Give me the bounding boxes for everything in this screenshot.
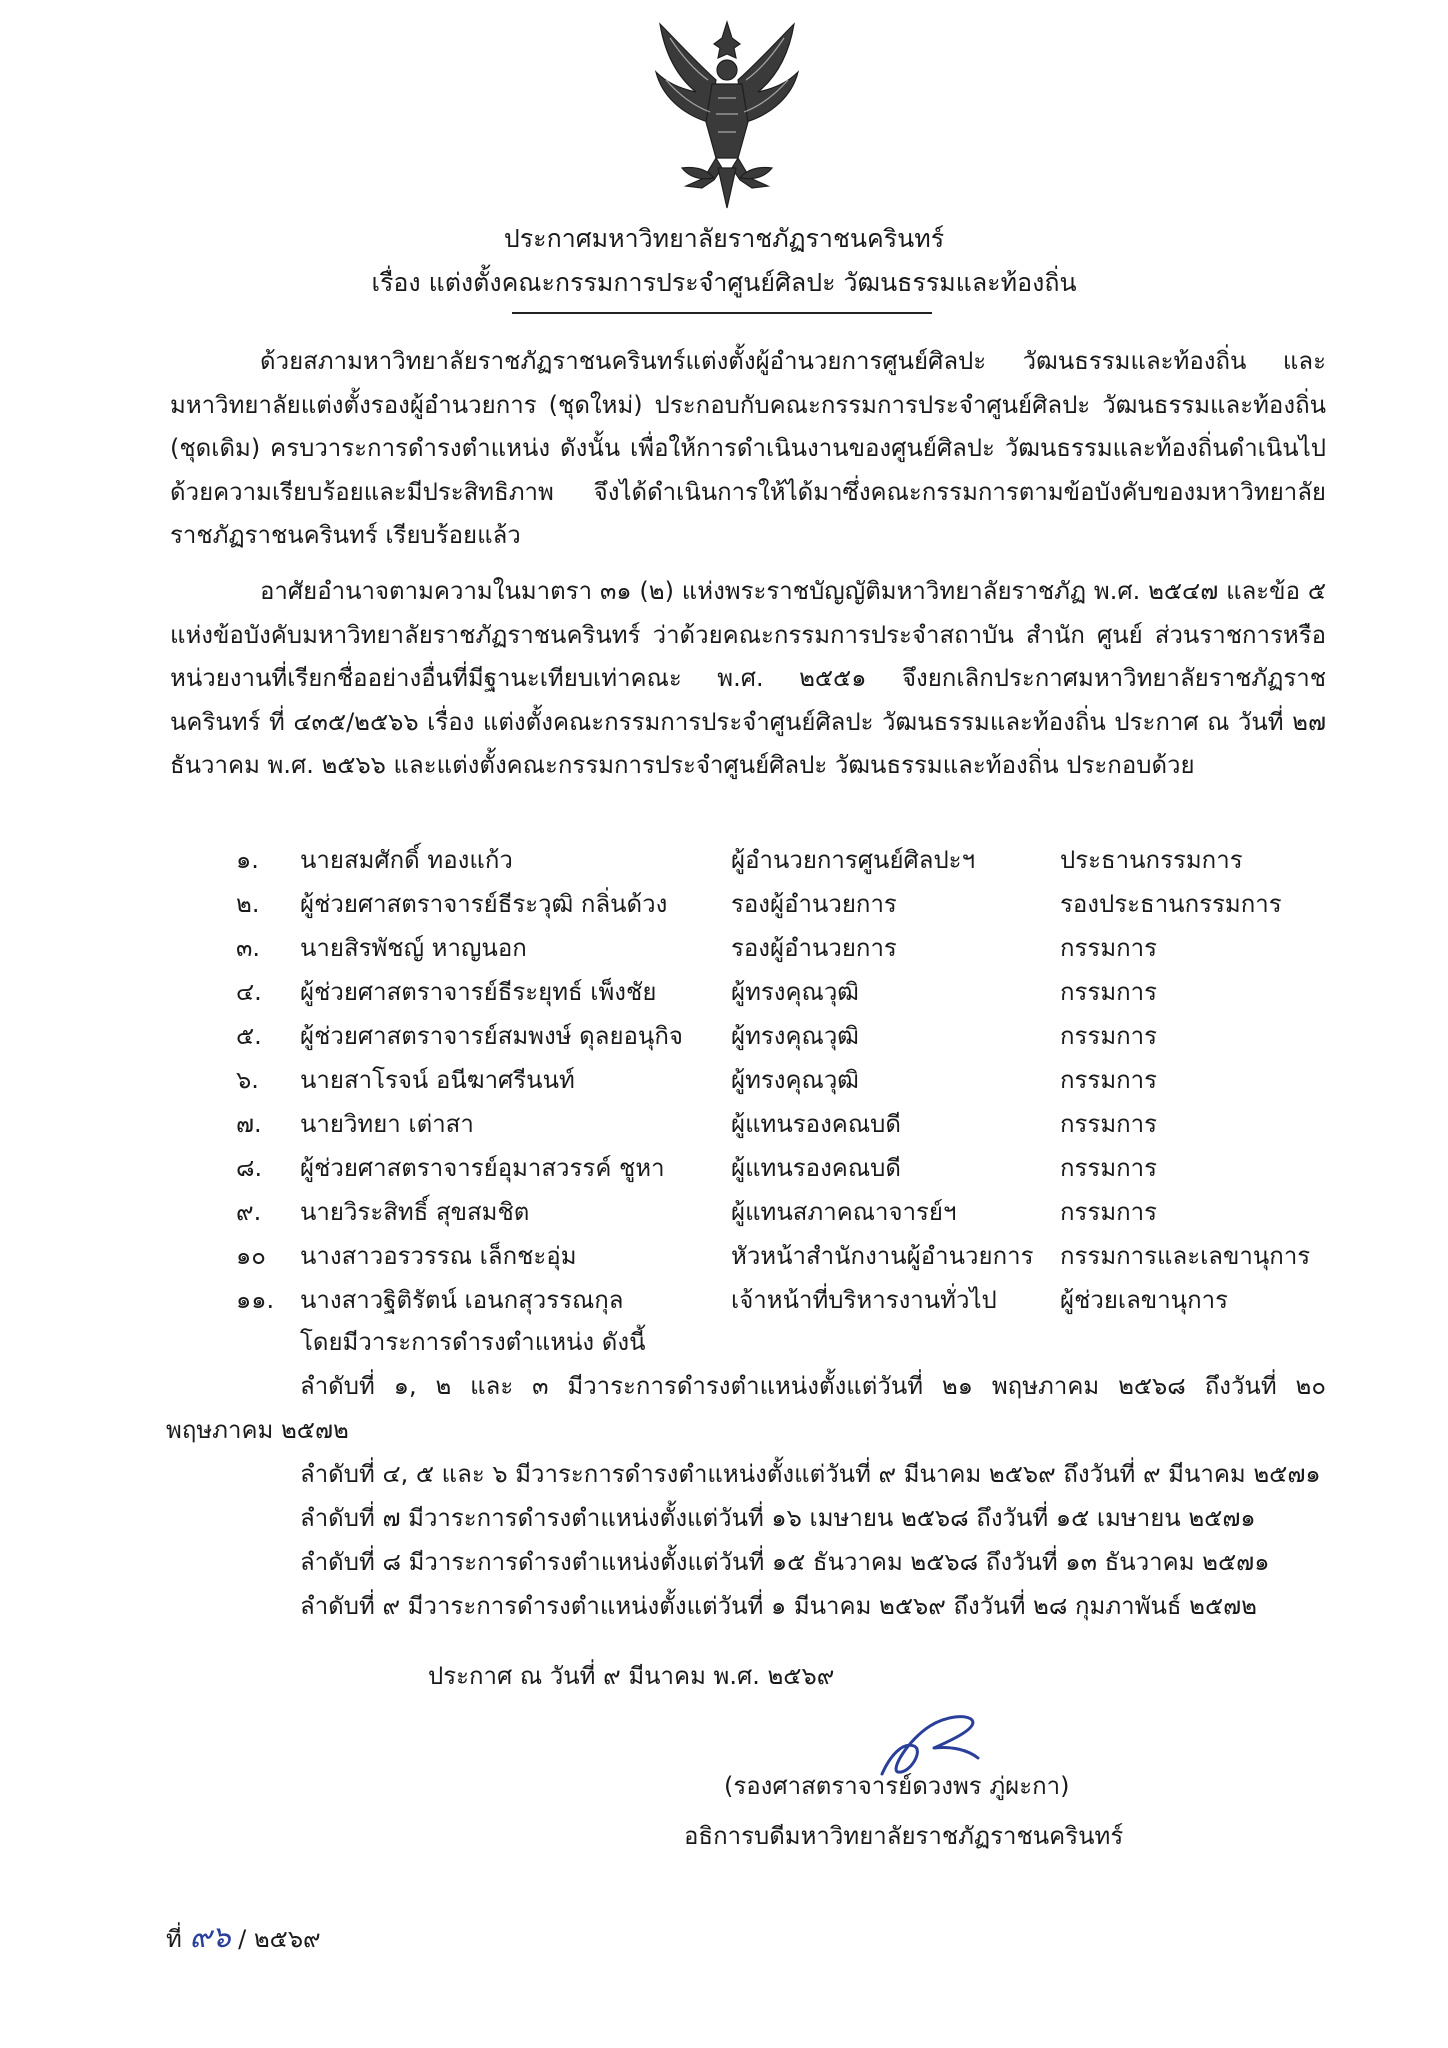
member-position: ผู้แทนรองคณบดี	[731, 1110, 901, 1138]
member-role: กรรมการ	[1060, 1154, 1158, 1182]
member-name: ผู้ช่วยศาสตราจารย์อุมาสวรรค์ ชูหา	[300, 1154, 665, 1182]
member-number: ๑.	[236, 846, 259, 874]
member-role: กรรมการ	[1060, 1198, 1158, 1226]
garuda-emblem	[652, 18, 802, 214]
paragraph-1	[170, 340, 1326, 558]
member-number: ๔.	[236, 978, 262, 1006]
member-position: ผู้ทรงคุณวุฒิ	[731, 1022, 859, 1050]
member-position: ผู้แทนสภาคณาจารย์ฯ	[731, 1198, 957, 1226]
member-name: นายสิรพัชญ์ หาญนอก	[300, 934, 527, 962]
list-item	[0, 926, 1448, 970]
member-position: ผู้ทรงคุณวุฒิ	[731, 1066, 859, 1094]
member-name: นายสาโรจน์ อนีฆาศรีนนท์	[300, 1066, 575, 1094]
member-position: ผู้ทรงคุณวุฒิ	[731, 978, 859, 1006]
member-number: ๑๑.	[236, 1286, 275, 1314]
member-number: ๘.	[236, 1154, 263, 1182]
member-name: ผู้ช่วยศาสตราจารย์ธีระวุฒิ กลิ่นด้วง	[300, 890, 668, 918]
announcement-subject: เรื่อง แต่งตั้งคณะกรรมการประจำศูนย์ศิลปะ วัฒนธรรมและท้องถิ่น	[371, 268, 1077, 297]
document-number	[166, 1916, 321, 1961]
list-item	[0, 838, 1448, 882]
term-line-1: ลำดับที่ ๑, ๒ และ ๓ มีวาระการดำรงตำแหน่งตั้งแต่วันที่ ๒๑ พฤษภาคม ๒๕๖๘ ถึงวันที่ ๒๐	[300, 1372, 1326, 1400]
document-number-handwritten: ๙๖	[189, 1920, 231, 1955]
signer-position: อธิการบดีมหาวิทยาลัยราชภัฏราชนครินทร์	[684, 1822, 1124, 1850]
document-number-prefix: ที่	[166, 1925, 182, 1953]
member-number: ๓.	[236, 934, 261, 962]
member-name: นายวิทยา เต่าสา	[300, 1110, 474, 1138]
term-line-2: ลำดับที่ ๔, ๕ และ ๖ มีวาระการดำรงตำแหน่งตั้งแต่วันที่ ๙ มีนาคม ๒๕๖๙ ถึงวันที่ ๙ มีนาคม ๒๕๗๑	[300, 1460, 1321, 1488]
member-position: รองผู้อำนวยการ	[731, 934, 897, 962]
term-line-3: ลำดับที่ ๗ มีวาระการดำรงตำแหน่งตั้งแต่วันที่ ๑๖ เมษายน ๒๕๖๘ ถึงวันที่ ๑๕ เมษายน ๒๕๗๑	[300, 1504, 1256, 1532]
list-item	[0, 1190, 1448, 1234]
member-role: กรรมการและเลขานุการ	[1060, 1242, 1311, 1270]
member-name: นางสาวอรวรรณ เล็กชะอุ่ม	[300, 1242, 577, 1270]
list-item	[0, 1058, 1448, 1102]
member-position: หัวหน้าสำนักงานผู้อำนวยการ	[731, 1242, 1034, 1270]
list-item	[0, 882, 1448, 926]
document-number-year: / ๒๕๖๙	[238, 1925, 321, 1953]
member-number: ๕.	[236, 1022, 262, 1050]
member-number: ๖.	[236, 1066, 259, 1094]
list-item	[0, 1014, 1448, 1058]
member-name: นายวิระสิทธิ์ สุขสมชิต	[300, 1198, 530, 1226]
member-role: กรรมการ	[1060, 978, 1158, 1006]
member-role: รองประธานกรรมการ	[1060, 890, 1282, 918]
announcement-date: ประกาศ ณ วันที่ ๙ มีนาคม พ.ศ. ๒๕๖๙	[428, 1662, 835, 1690]
member-position: ผู้แทนรองคณบดี	[731, 1154, 901, 1182]
member-role: ผู้ช่วยเลขานุการ	[1060, 1286, 1228, 1314]
list-item	[0, 1146, 1448, 1190]
member-position: ผู้อำนวยการศูนย์ศิลปะฯ	[731, 846, 976, 874]
member-number: ๑๐	[236, 1242, 266, 1270]
announcement-title: ประกาศมหาวิทยาลัยราชภัฏราชนครินทร์	[503, 224, 945, 253]
term-line-1-continued: พฤษภาคม ๒๕๗๒	[166, 1416, 349, 1444]
member-number: ๙.	[236, 1198, 262, 1226]
member-name: ผู้ช่วยศาสตราจารย์ธีระยุทธ์ เพ็งชัย	[300, 978, 657, 1006]
paragraph-2	[170, 570, 1326, 788]
member-name: ผู้ช่วยศาสตราจารย์สมพงษ์ ดุลยอนุกิจ	[300, 1022, 683, 1050]
member-position: เจ้าหน้าที่บริหารงานทั่วไป	[731, 1286, 997, 1314]
list-item	[0, 970, 1448, 1014]
list-item	[0, 1278, 1448, 1322]
term-line-4: ลำดับที่ ๘ มีวาระการดำรงตำแหน่งตั้งแต่วันที่ ๑๕ ธันวาคม ๒๕๖๘ ถึงวันที่ ๑๓ ธันวาคม ๒๕๗๑	[300, 1548, 1270, 1576]
member-role: ประธานกรรมการ	[1060, 846, 1243, 874]
term-line-5: ลำดับที่ ๙ มีวาระการดำรงตำแหน่งตั้งแต่วันที่ ๑ มีนาคม ๒๕๖๙ ถึงวันที่ ๒๘ กุมภาพันธ์ ๒๕๗๒	[300, 1592, 1257, 1620]
member-number: ๗.	[236, 1110, 262, 1138]
member-role: กรรมการ	[1060, 1066, 1158, 1094]
title-underline	[512, 312, 932, 314]
member-role: กรรมการ	[1060, 1110, 1158, 1138]
signer-name: (รองศาสตราจารย์ดวงพร ภู่ผะกา)	[724, 1772, 1070, 1800]
member-position: รองผู้อำนวยการ	[731, 890, 897, 918]
member-role: กรรมการ	[1060, 934, 1158, 962]
list-item	[0, 1102, 1448, 1146]
paragraph-2-text: อาศัยอำนาจตามความในมาตรา ๓๑ (๒) แห่งพระราชบัญญัติมหาวิทยาลัยราชภัฏ พ.ศ. ๒๕๔๗ และข้อ ๕ แห่งข้อบังคับมหาวิทยาลัยราชภัฏราชนครินทร์ ว่าด้วยคณะกรรมการประจำสถาบัน สำนัก ศูนย์ ส่วนราชการหรือหน่วยงานที่เรียกชื่ออย่างอื่นที่มีฐานะเทียบเท่าคณะ พ.ศ. ๒๕๕๑ จึงยกเลิกประกาศมหาวิทยาลัยราชภัฏราชนครินทร์ ที่ ๔๓๕/๒๕๖๖ เรื่อง แต่งตั้งคณะกรรมการประจำศูนย์ศิลปะ วัฒนธรรมและท้องถิ่น ประกาศ ณ วันที่ ๒๗ ธันวาคม พ.ศ. ๒๕๖๖ และแต่งตั้งคณะกรรมการประจำศูนย์ศิลปะ วัฒนธรรมและท้องถิ่น ประกอบด้วย	[170, 577, 1326, 779]
term-heading: โดยมีวาระการดำรงตำแหน่ง ดังนี้	[300, 1328, 646, 1356]
member-name: นางสาวฐิติรัตน์ เอนกสุวรรณกุล	[300, 1286, 624, 1314]
member-number: ๒.	[236, 890, 260, 918]
member-role: กรรมการ	[1060, 1022, 1158, 1050]
committee-list	[0, 838, 1448, 1322]
paragraph-1-text: ด้วยสภามหาวิทยาลัยราชภัฏราชนครินทร์แต่งตั้งผู้อำนวยการศูนย์ศิลปะ วัฒนธรรมและท้องถิ่น และมหาวิทยาลัยแต่งตั้งรองผู้อำนวยการ (ชุดใหม่) ประกอบกับคณะกรรมการประจำศูนย์ศิลปะ วัฒนธรรมและท้องถิ่น (ชุดเดิม) ครบวาระการดำรงตำแหน่ง ดังนั้น เพื่อให้การดำเนินงานของศูนย์ศิลปะ วัฒนธรรมและท้องถิ่นดำเนินไปด้วยความเรียบร้อยและมีประสิทธิภาพ จึงได้ดำเนินการให้ได้มาซึ่งคณะกรรมการตามข้อบังคับของมหาวิทยาลัยราชภัฏราชนครินทร์ เรียบร้อยแล้ว	[170, 347, 1326, 549]
member-name: นายสมศักดิ์ ทองแก้ว	[300, 846, 513, 874]
list-item	[0, 1234, 1448, 1278]
